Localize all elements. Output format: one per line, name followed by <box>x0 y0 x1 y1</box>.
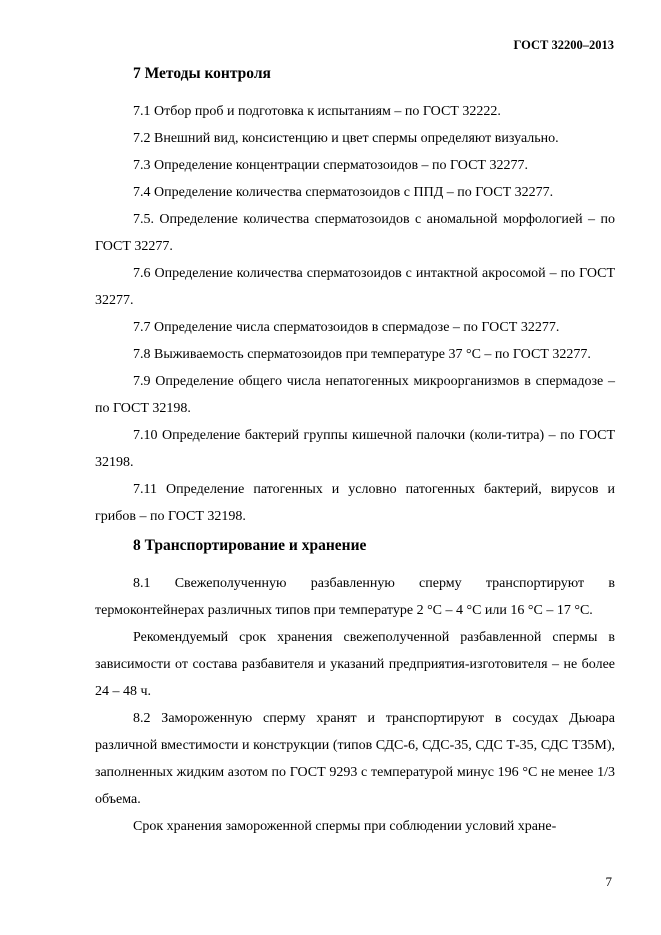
paragraph-8-1-storage: Рекомендуемый срок хранения свежеполученной разбавленной спермы в зависимости от состава разбавителя и указаний предприятия-изготовителя – не более 24 – 48 ч. <box>95 630 615 699</box>
paragraph-7-11: 7.11 Определение патогенных и условно патогенных бактерий, вирусов и грибов – по ГОСТ 32198. <box>95 482 615 524</box>
paragraph-8-1: 8.1 Свежеполученную разбавленную сперму транспортируют в термоконтейнерах различных типов при температуре 2 °С – 4 °С или 16 °С – 17 °С. <box>95 576 615 618</box>
page-content <box>95 64 615 840</box>
paragraph-7-10: 7.10 Определение бактерий группы кишечной палочки (коли-титра) – по ГОСТ 32198. <box>95 428 615 470</box>
paragraph-7-2: 7.2 Внешний вид, консистенцию и цвет спермы определяют визуально. <box>133 131 559 146</box>
standard-header: ГОСТ 32200–2013 <box>513 38 614 52</box>
paragraph-7-7: 7.7 Определение числа сперматозоидов в спермадозе – по ГОСТ 32277. <box>133 320 560 335</box>
paragraph-7-6: 7.6 Определение количества сперматозоидов с интактной акросомой – по ГОСТ 32277. <box>95 266 615 308</box>
paragraph-7-3: 7.3 Определение концентрации сперматозоидов – по ГОСТ 32277. <box>133 158 528 173</box>
paragraph-7-8: 7.8 Выживаемость сперматозоидов при температуре 37 °С – по ГОСТ 32277. <box>133 347 591 362</box>
page-number: 7 <box>605 874 612 889</box>
paragraph-8-2-storage: Срок хранения замороженной спермы при соблюдении условий хране- <box>133 819 557 834</box>
paragraph-7-4: 7.4 Определение количества сперматозоидов с ППД – по ГОСТ 32277. <box>133 185 554 200</box>
section-7-heading: 7 Методы контроля <box>133 65 271 82</box>
paragraph-8-2: 8.2 Замороженную сперму хранят и транспортируют в сосудах Дьюара различной вместимости и конструкции (типов СДС-6, СДС-35, СДС Т-35, СДС Т35М), заполненных жидким азотом по ГОСТ 9293 с температурой минус 196 °С не менее 1/3 объема. <box>95 711 615 807</box>
section-8-heading: 8 Транспортирование и хранение <box>133 537 367 554</box>
paragraph-7-9: 7.9 Определение общего числа непатогенных микроорганизмов в спермадозе – по ГОСТ 32198. <box>95 374 615 416</box>
paragraph-7-5: 7.5. Определение количества сперматозоидов с аномальной морфологией – по ГОСТ 32277. <box>95 212 615 254</box>
paragraph-7-1: 7.1 Отбор проб и подготовка к испытаниям – по ГОСТ 32222. <box>133 104 501 119</box>
